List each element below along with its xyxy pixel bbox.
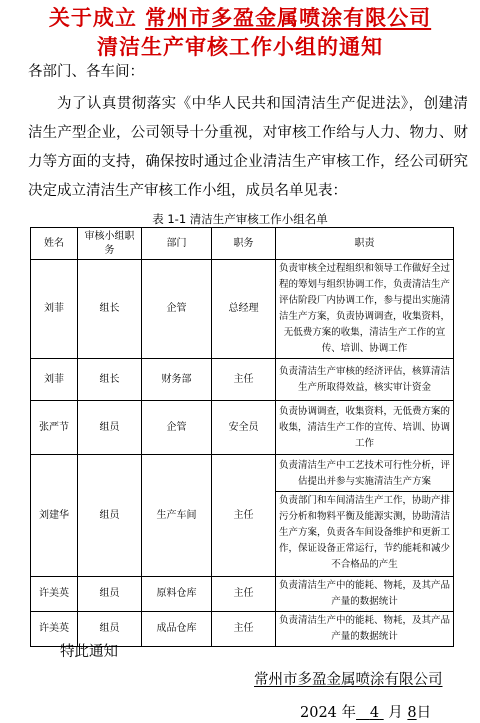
table-row	[31, 260, 454, 359]
title-prefix: 关于成立	[48, 5, 137, 30]
salutation: 各部门、各车间：	[28, 64, 144, 80]
cell-position: 组长	[78, 260, 142, 359]
header-position: 审核小组职务	[78, 228, 142, 260]
header-job: 职务	[212, 228, 276, 260]
cell-dept: 企管	[142, 401, 212, 455]
cell-job: 主任	[212, 359, 276, 401]
cell-name: 刘建华	[31, 455, 78, 577]
header-name: 姓名	[31, 228, 78, 260]
team-member-table	[30, 227, 454, 647]
cell-duty: 负责清洁生产中的能耗、物耗，及其产品产量的数据统计	[276, 612, 454, 647]
signature-company: 常州市多盈金属喷涂有限公司	[254, 672, 443, 688]
cell-position: 组员	[78, 577, 142, 612]
cell-duty: 负责清洁生产中的能耗、物耗，及其产品产量的数据统计	[276, 577, 454, 612]
body-paragraph: 为了认真贯彻落实《中华人民共和国清洁生产促进法》，创建清洁生产型企业，公司领导十分重视，对审核工作给与人力、物力、财力等方面的支持，确保按时通过企业清洁生产审核工作，经公司研究决定成立清洁生产审核工作小组，成员名单见表：	[28, 96, 468, 199]
cell-name: 刘菲	[31, 359, 78, 401]
cell-dept: 企管	[142, 260, 212, 359]
cell-duty-part2: 负责部门和车间清洁生产工作，协助产排污分析和物料平衡及能源实测，协助清洁生产方案，负责各车间设备维护和更新工作，保证设备正常运行，节约能耗和减少不合格品的产生	[278, 495, 450, 570]
title-company: 常州市多盈金属喷涂有限公司	[145, 5, 432, 30]
cell-name: 许美英	[31, 577, 78, 612]
header-dept: 部门	[142, 228, 212, 260]
cell-job: 主任	[212, 577, 276, 612]
cell-dept: 生产车间	[142, 455, 212, 577]
table-caption: 表 1-1 清洁生产审核工作小组名单	[152, 212, 328, 226]
cell-position: 组员	[78, 401, 142, 455]
cell-position: 组长	[78, 359, 142, 401]
cell-job: 主任	[212, 612, 276, 647]
table-row	[31, 401, 454, 455]
date-day-unit: 日	[416, 705, 432, 721]
date-month-unit: 月	[388, 705, 403, 721]
cell-duty-split	[276, 455, 454, 577]
date-year-unit: 年	[341, 705, 357, 721]
signature-date	[300, 701, 431, 722]
cell-job: 总经理	[212, 260, 276, 359]
header-duty: 职责	[276, 228, 454, 260]
cell-name: 张严节	[31, 401, 78, 455]
table-header-row	[31, 228, 454, 260]
closing-text: 特此通知	[60, 644, 118, 660]
cell-position: 组员	[78, 455, 142, 577]
cell-duty-part1: 负责清洁生产中工艺技术可行性分析，评估提出并参与实施清洁生产方案	[276, 457, 453, 492]
notice-title-line2: 清洁生产审核工作小组的通知	[97, 34, 383, 59]
cell-dept: 原料仓库	[142, 577, 212, 612]
cell-duty: 负责审核全过程组织和领导工作做好全过程的筹划与组织协调工作，负责清洁生产评估阶段厂内协调工作，参与提出实施清洁生产方案，负责协调调查，收集资料，无低费方案的收集，清洁生产工作的宣传、培训、协调工作	[276, 260, 454, 359]
cell-position: 组员	[78, 612, 142, 647]
cell-dept: 财务部	[142, 359, 212, 401]
date-year: 2024	[300, 705, 337, 721]
table-row	[31, 455, 454, 577]
cell-duty: 负责清洁生产审核的经济评估，核算清洁生产所取得效益，核实审计资金	[276, 359, 454, 401]
cell-name: 许美英	[31, 612, 78, 647]
cell-name: 刘菲	[31, 260, 78, 359]
notice-title-line1	[0, 2, 480, 32]
cell-job: 安全员	[212, 401, 276, 455]
table-row	[31, 577, 454, 612]
cell-job: 主任	[212, 455, 276, 577]
cell-dept: 成品仓库	[142, 612, 212, 647]
date-day: 8	[407, 705, 417, 721]
table-row	[31, 359, 454, 401]
date-month: 4	[369, 705, 380, 721]
cell-duty: 负责协调调查，收集资料，无低费方案的收集，清洁生产工作的宣传、培训、协调工作	[276, 401, 454, 455]
